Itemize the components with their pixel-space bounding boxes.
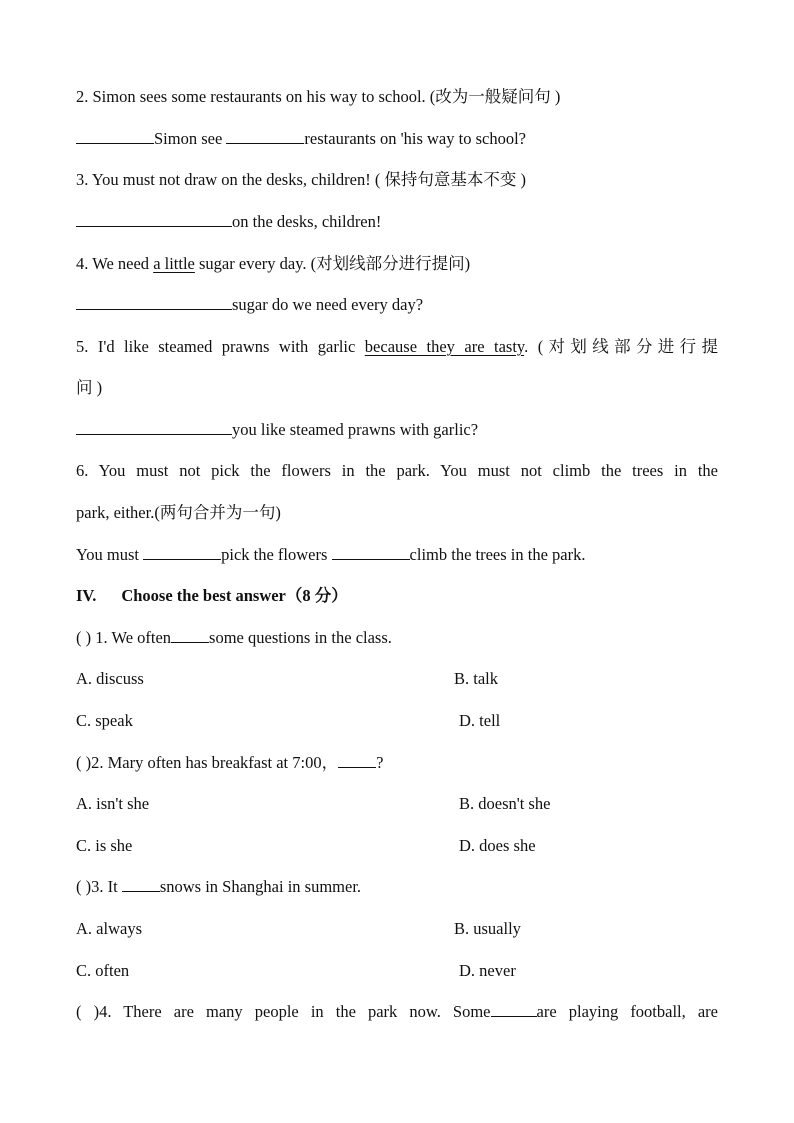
answer-blank[interactable]: [76, 295, 154, 310]
question-4-text: 4. We need: [76, 254, 154, 273]
mc-stem: snows in Shanghai in summer.: [159, 877, 362, 896]
mc-question-2: [76, 752, 718, 774]
section-number: IV.: [76, 586, 97, 605]
underlined-phrase: a little: [153, 254, 195, 273]
answer-blank[interactable]: [154, 295, 232, 310]
answer-blank[interactable]: [332, 545, 410, 560]
answer-text: on the desks, children!: [232, 212, 382, 231]
question-5: [76, 336, 718, 358]
question-6-continuation: [76, 502, 718, 524]
mc-question-3: [76, 876, 718, 898]
answer-blank[interactable]: [491, 1002, 537, 1017]
question-5-instruction: . (对划线部分进行提: [524, 337, 719, 356]
question-5-text: 5. I'd like steamed prawns with garlic: [76, 337, 365, 356]
mc-options-row: [76, 960, 718, 982]
mc-options-row: [76, 710, 718, 732]
mc-options-row: [76, 668, 718, 690]
mc-stem: ( )3. It: [76, 877, 122, 896]
answer-text: sugar do we need every day?: [232, 295, 424, 314]
mc-stem: ( ) 1. We often: [76, 628, 172, 647]
underlined-phrase: because they are tasty: [364, 337, 525, 356]
answer-blank[interactable]: [171, 628, 209, 643]
question-3-answer-line: [76, 211, 718, 233]
answer-blank[interactable]: [143, 545, 221, 560]
option-a[interactable]: A. always: [76, 919, 142, 938]
section-heading: [76, 585, 718, 607]
mc-question-4: [76, 1001, 718, 1023]
question-5-instruction-end: 问 ): [76, 378, 103, 397]
answer-text: You must: [76, 545, 144, 564]
mc-stem: ( )2. Mary often has breakfast at 7:00，: [76, 753, 339, 772]
question-6: [76, 460, 718, 482]
question-5-continuation: [76, 377, 718, 399]
option-d[interactable]: D. tell: [459, 711, 501, 730]
question-3-text: 3. You must not draw on the desks, children! ( 保持句意基本不变 ): [76, 170, 527, 189]
option-a[interactable]: A. discuss: [76, 669, 144, 688]
question-4-instruction: sugar every day. (对划线部分进行提问): [194, 254, 471, 273]
question-4-answer-line: [76, 294, 718, 316]
mc-options-row: [76, 835, 718, 857]
section-title: Choose the best answer（8 分）: [121, 586, 348, 605]
question-6-answer-line: [76, 544, 718, 566]
mc-stem: ?: [376, 753, 384, 772]
option-d[interactable]: D. does she: [459, 836, 536, 855]
answer-text: Simon see: [154, 129, 227, 148]
mc-stem: are playing football, are: [536, 1002, 718, 1021]
answer-text: restaurants on 'his way to school?: [304, 129, 526, 148]
answer-blank[interactable]: [338, 753, 376, 768]
question-5-answer-line: [76, 419, 718, 441]
answer-text: you like steamed prawns with garlic?: [232, 420, 479, 439]
answer-text: pick the flowers: [221, 545, 332, 564]
mc-question-1: [76, 627, 718, 649]
mc-stem: some questions in the class.: [209, 628, 392, 647]
option-b[interactable]: B. usually: [454, 919, 521, 938]
question-3: [76, 169, 718, 191]
answer-blank[interactable]: [122, 877, 160, 892]
option-b[interactable]: B. doesn't she: [459, 794, 551, 813]
answer-blank[interactable]: [76, 420, 154, 435]
answer-blank[interactable]: [154, 212, 232, 227]
question-2: [76, 86, 718, 108]
question-6-instruction: park, either.(两句合并为一句): [76, 503, 281, 522]
question-4: [76, 253, 718, 275]
mc-options-row: [76, 918, 718, 940]
answer-blank[interactable]: [76, 129, 154, 144]
mc-stem: ( )4. There are many people in the park now. Some: [76, 1002, 491, 1021]
option-d[interactable]: D. never: [459, 961, 516, 980]
answer-text: climb the trees in the park.: [409, 545, 586, 564]
answer-blank[interactable]: [76, 212, 154, 227]
question-2-answer-line: [76, 128, 718, 150]
answer-blank[interactable]: [154, 420, 232, 435]
option-c[interactable]: C. speak: [76, 711, 133, 730]
mc-options-row: [76, 793, 718, 815]
option-c[interactable]: C. often: [76, 961, 130, 980]
option-a[interactable]: A. isn't she: [76, 794, 150, 813]
option-b[interactable]: B. talk: [454, 669, 498, 688]
question-2-text: 2. Simon sees some restaurants on his way to school. (改为一般疑问句 ): [76, 87, 561, 106]
answer-blank[interactable]: [226, 129, 304, 144]
option-c[interactable]: C. is she: [76, 836, 133, 855]
question-6-text: 6. You must not pick the flowers in the park. You must not climb the trees in the: [76, 461, 718, 480]
